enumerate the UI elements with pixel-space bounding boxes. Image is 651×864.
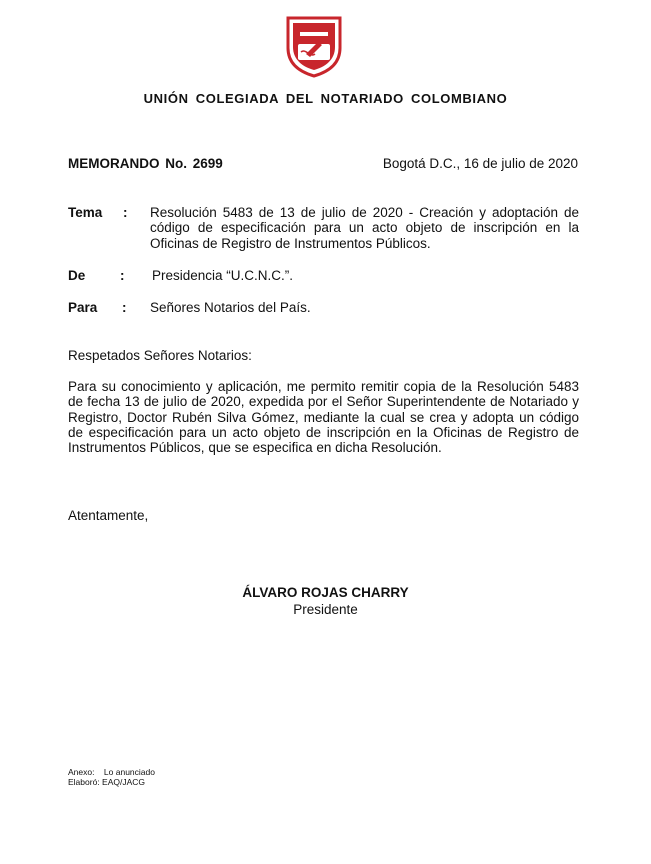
closing: Atentamente,: [68, 508, 149, 523]
memo-date: Bogotá D.C., 16 de julio de 2020: [382, 156, 578, 171]
organization-name: UNIÓN COLEGIADA DEL NOTARIADO COLOMBIANO: [143, 91, 508, 106]
elaboro-line: [68, 777, 145, 787]
de-colon: :: [120, 268, 125, 283]
ucnc-logo: [284, 14, 344, 78]
signatory-title: Presidente: [293, 602, 358, 617]
para-label: Para: [68, 300, 98, 315]
tema-colon: :: [123, 205, 128, 220]
para-value: Señores Notarios del País.: [150, 300, 311, 315]
elaboro-label: Elaboró:: [68, 777, 100, 787]
para-colon: :: [122, 300, 127, 315]
signatory-name: ÁLVARO ROJAS CHARRY: [242, 585, 409, 600]
greeting: Respetados Señores Notarios:: [68, 348, 252, 363]
anexo-label: Anexo:: [68, 767, 95, 777]
anexo-line: [68, 767, 155, 777]
elaboro-value: EAQ/JACG: [102, 777, 146, 787]
tema-label: Tema: [68, 205, 103, 220]
de-value: Presidencia “U.C.N.C.”.: [152, 268, 294, 283]
body-paragraph: Para su conocimiento y aplicación, me permito remitir copia de la Resolución 5483 de fecha 13 de julio de 2020, expedida por el Señor Superintendente de Notariado y Registro, Doctor Rubén Silva Gómez, mediante la cual se crea y adopta un código de especificación para un acto objeto de inscripción en la Oficinas de Registro de Instrumentos Públicos, que se especifica en dicha Resolución.: [68, 379, 579, 456]
memo-number: MEMORANDO No. 2699: [68, 156, 223, 171]
tema-value: Resolución 5483 de 13 de julio de 2020 - Creación y adoptación de código de especificación para un acto objeto de inscripción en la Oficinas de Registro de Instrumentos Públicos.: [150, 205, 579, 251]
de-label: De: [68, 268, 86, 283]
anexo-value: Lo anunciado: [103, 767, 155, 777]
